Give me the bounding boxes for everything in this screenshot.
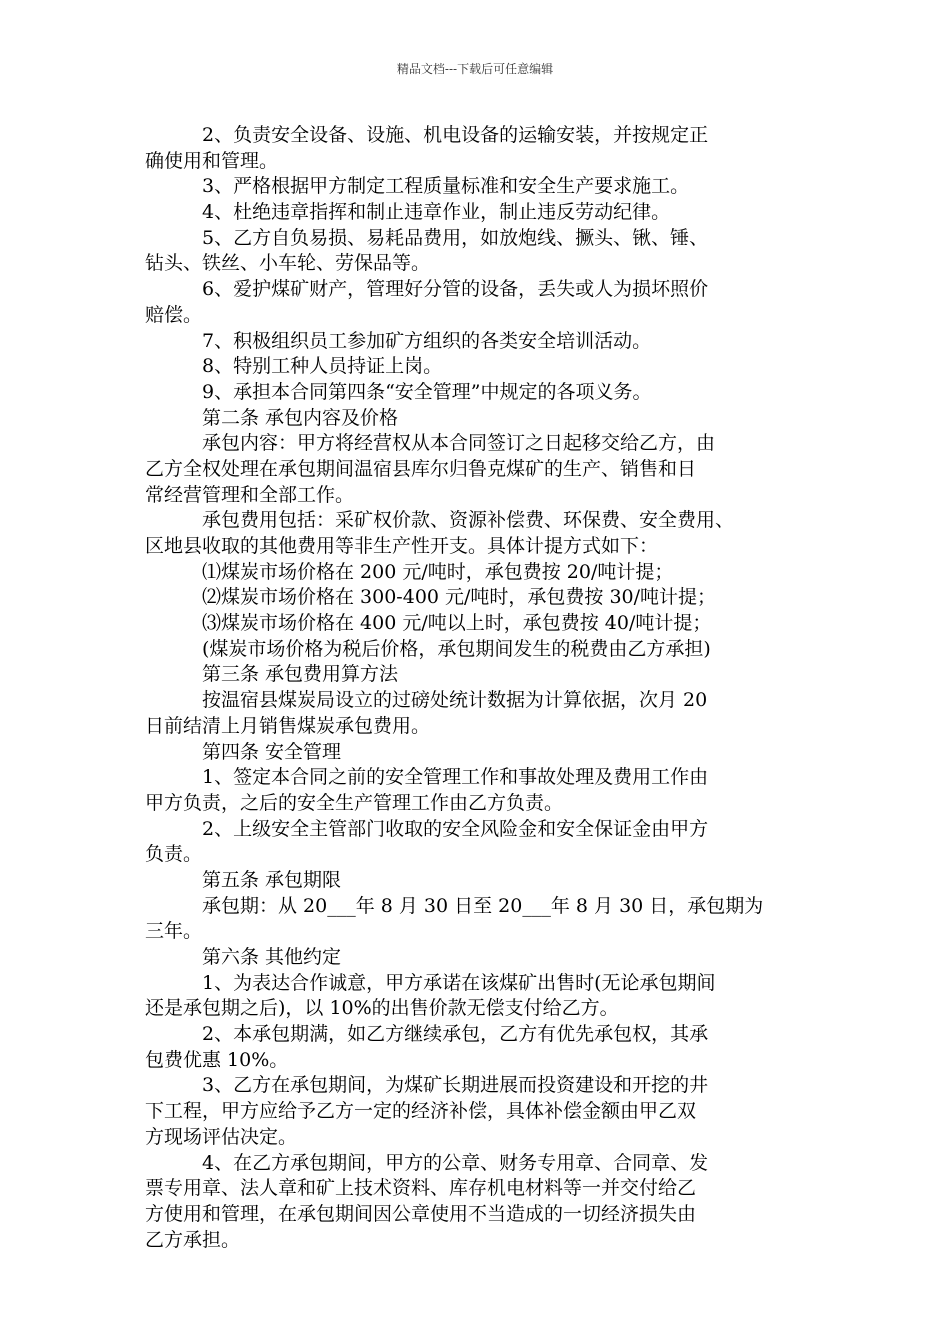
paragraph-line: ⑶煤炭市场价格在 400 元/吨以上时，承包费按 40/吨计提；: [202, 612, 712, 635]
paragraph-line: 5、乙方自负易损、易耗品费用，如放炮线、撅头、锹、锤、: [202, 226, 709, 249]
paragraph-line: 确使用和管理。: [145, 149, 279, 172]
paragraph-line: 2、上级安全主管部门收取的安全风险金和安全保证金由甲方: [202, 817, 709, 840]
paragraph-line: 还是承包期之后)，以 10%的出售价款无偿支付给乙方。: [145, 997, 619, 1020]
paragraph-line: 乙方全权处理在承包期间温宿县库尔归鲁克煤矿的生产、销售和日: [145, 457, 697, 480]
paragraph-line: 2、本承包期满，如乙方继续承包，乙方有优先承包权，其承: [202, 1023, 709, 1046]
paragraph-line: 按温宿县煤炭局设立的过磅处统计数据为计算依据，次月 20: [202, 689, 708, 712]
paragraph-line: 4、杜绝违章指挥和制止违章作业，制止违反劳动纪律。: [202, 201, 671, 224]
paragraph-line: 3、严格根据甲方制定工程质量标准和安全生产要求施工。: [202, 175, 690, 198]
paragraph-line: 1、为表达合作诚意，甲方承诺在该煤矿出售时(无论承包期间: [202, 971, 716, 994]
paragraph-line: 方现场评估决定。: [145, 1125, 298, 1148]
paragraph-line: 票专用章、法人章和矿上技术资料、库存机电材料等一并交付给乙: [145, 1177, 697, 1200]
paragraph-line: ⑵煤炭市场价格在 300-400 元/吨时，承包费按 30/吨计提；: [202, 586, 717, 609]
paragraph-line: 负责。: [145, 843, 203, 866]
paragraph-line: 承包内容：甲方将经营权从本合同签订之日起移交给乙方，由: [202, 432, 716, 455]
paragraph-line: (煤炭市场价格为税后价格，承包期间发生的税费由乙方承担): [202, 637, 711, 660]
paragraph-line: 下工程，甲方应给予乙方一定的经济补偿，具体补偿金额由甲乙双: [145, 1100, 697, 1123]
paragraph-line: 赔偿。: [145, 303, 203, 326]
paragraph-line: 日前结清上月销售煤炭承包费用。: [145, 714, 431, 737]
paragraph-line: 区地县收取的其他费用等非生产性开支。具体计提方式如下：: [145, 535, 659, 557]
paragraph-line: 乙方承担。: [145, 1228, 241, 1251]
paragraph-line: 钻头、铁丝、小车轮、劳保品等。: [145, 252, 431, 275]
paragraph-line: 1、签定本合同之前的安全管理工作和事故处理及费用工作由: [202, 766, 709, 789]
paragraph-line: 第二条 承包内容及价格: [202, 406, 399, 429]
paragraph-line: 承包期：从 20___年 8 月 30 日至 20___年 8 月 30 日，承包期为: [202, 894, 764, 917]
paragraph-line: 第五条 承包期限: [202, 868, 342, 891]
page-header: 精品文档---下载后可任意编辑: [396, 62, 554, 76]
paragraph-line: 包费优惠 10%。: [145, 1048, 289, 1071]
paragraph-line: 第四条 安全管理: [202, 740, 342, 763]
paragraph-line: 9、承担本合同第四条“安全管理”中规定的各项义务。: [202, 380, 652, 403]
paragraph-line: 常经营管理和全部工作。: [145, 483, 355, 506]
paragraph-line: 甲方负责，之后的安全生产管理工作由乙方负责。: [145, 791, 564, 814]
paragraph-line: ⑴煤炭市场价格在 200 元/吨时，承包费按 20/吨计提；: [202, 560, 674, 583]
paragraph-line: 7、积极组织员工参加矿方组织的各类安全培训活动。: [202, 329, 652, 352]
paragraph-line: 6、爱护煤矿财产，管理好分管的设备，丢失或人为损坏照价: [202, 278, 709, 301]
paragraph-line: 承包费用包括：采矿权价款、资源补偿费、环保费、安全费用、: [202, 509, 735, 532]
paragraph-line: 8、特别工种人员持证上岗。: [202, 355, 443, 378]
paragraph-line: 2、负责安全设备、设施、机电设备的运输安装，并按规定正: [202, 124, 709, 146]
paragraph-line: 3、乙方在承包期间，为煤矿长期进展而投资建设和开挖的井: [202, 1074, 709, 1097]
paragraph-line: 三年。: [145, 920, 203, 943]
paragraph-line: 方使用和管理，在承包期间因公章使用不当造成的一切经济损失由: [145, 1202, 697, 1225]
paragraph-line: 4、在乙方承包期间，甲方的公章、财务专用章、合同章、发: [202, 1151, 709, 1174]
paragraph-line: 第六条 其他约定: [202, 946, 342, 968]
document-body: [145, 123, 820, 1253]
paragraph-line: 第三条 承包费用算方法: [202, 663, 399, 686]
